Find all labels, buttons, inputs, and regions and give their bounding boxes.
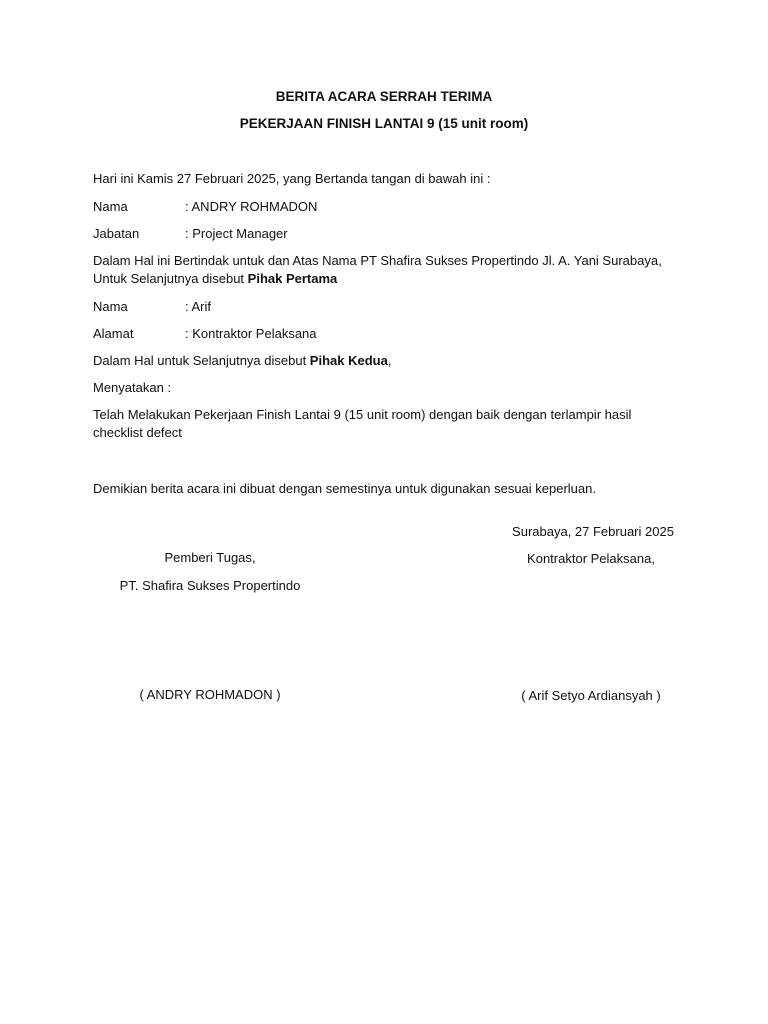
signatory-right-name: ( Arif Setyo Ardiansyah ): [521, 688, 661, 703]
signatory-left-company: PT. Shafira Sukses Propertindo: [119, 578, 301, 593]
document-title: BERITA ACARA SERRAH TERIMA: [275, 89, 493, 104]
closing-text: Demikian berita acara ini dibuat dengan semestinya untuk digunakan sesuai keperluan.: [93, 481, 596, 496]
party1-name-value: : ANDRY ROHMADON: [185, 199, 318, 214]
document-subtitle: PEKERJAAN FINISH LANTAI 9 (15 unit room): [239, 116, 529, 131]
party1-role-value: : Project Manager: [185, 226, 288, 241]
party2-statement-tail: ,: [387, 353, 392, 368]
signatory-left-name: ( ANDRY ROHMADON ): [139, 687, 281, 702]
place-date: Surabaya, 27 Februari 2025: [512, 524, 674, 539]
signatory-right-role: Kontraktor Pelaksana,: [527, 551, 655, 566]
declares-text: Menyatakan :: [93, 380, 172, 395]
party2-statement-text: Dalam Hal untuk Selanjutnya disebut: [93, 353, 310, 368]
party2-name-label: Nama: [93, 299, 128, 314]
party1-statement-text: Dalam Hal ini Bertindak untuk dan Atas Nama PT Shafira Sukses Propertindo Jl. A. Yani Surabaya, Untuk Selanjutnya disebut: [93, 253, 662, 286]
party1-designation: Pihak Pertama: [247, 271, 338, 286]
party2-statement: [93, 352, 391, 369]
work-statement: Telah Melakukan Pekerjaan Finish Lantai 9 (15 unit room) dengan baik dengan terlampir hasil checklist defect: [93, 407, 632, 440]
party1-role-label: Jabatan: [93, 226, 140, 241]
party2-address-value: : Kontraktor Pelaksana: [185, 326, 317, 341]
intro-text: Hari ini Kamis 27 Februari 2025, yang Bertanda tangan di bawah ini :: [93, 171, 491, 186]
party2-name-value: : Arif: [185, 299, 212, 314]
party2-address-label: Alamat: [93, 326, 134, 341]
signatory-left-role: Pemberi Tugas,: [164, 550, 256, 565]
party2-designation: Pihak Kedua: [309, 353, 388, 368]
party1-name-label: Nama: [93, 199, 128, 214]
party1-statement: [93, 252, 668, 288]
